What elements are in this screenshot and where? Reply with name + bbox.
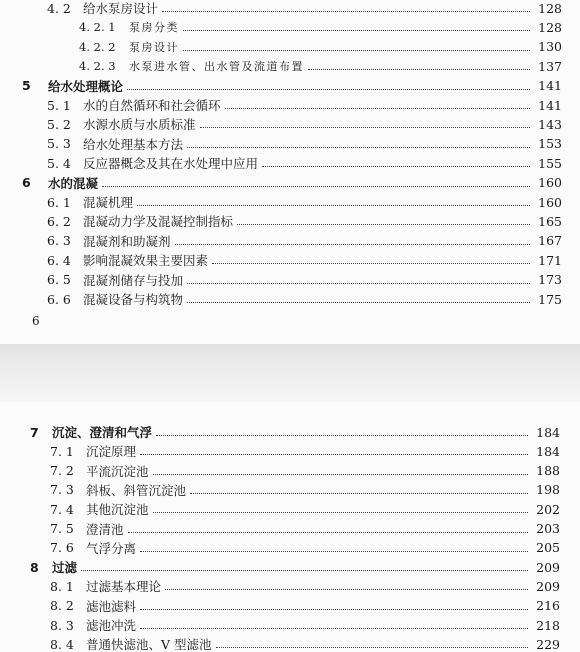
toc-entry-title: 混凝设备与构筑物 [83, 292, 184, 307]
toc-entry [0, 634, 580, 652]
toc-entry-page: 160 [538, 194, 562, 210]
leader-dots [225, 107, 530, 109]
leader-dots [190, 492, 528, 494]
toc-entry-title: 给水处理概论 [48, 78, 124, 94]
toc-entry-title: 沉淀原理 [86, 444, 137, 460]
leader-dots [81, 569, 528, 571]
toc-entry-page: 165 [538, 213, 562, 229]
toc-entry [0, 441, 580, 461]
toc-entry-page: 175 [538, 291, 562, 307]
leader-dots [212, 262, 530, 264]
toc-entry-number: 5. 2 [47, 116, 71, 132]
toc-entry [0, 192, 580, 212]
page-number: 6 [32, 314, 40, 328]
toc-entry-page: 202 [536, 501, 560, 517]
toc-entry-number: 7. 5 [50, 521, 74, 536]
toc-entry-title: 给水泵房设计 [83, 1, 159, 16]
toc-entry-page: 218 [536, 617, 560, 633]
toc-entry-title: 混凝剂和助凝剂 [83, 233, 171, 249]
toc-entry [0, 76, 580, 96]
toc-entry [0, 0, 580, 18]
toc-entry [0, 173, 580, 193]
leader-dots [102, 185, 530, 187]
toc-entry [0, 519, 580, 539]
toc-entry-page: 184 [536, 443, 560, 459]
toc-entry-title: 混凝剂储存与投加 [83, 272, 184, 288]
toc-entry-number: 5. 1 [47, 97, 71, 113]
toc-entry-page: 155 [538, 155, 562, 171]
toc-entry-page: 209 [536, 559, 560, 575]
toc-entry-number: 8. 3 [50, 617, 74, 633]
toc-entry [0, 576, 580, 596]
toc-entry [0, 56, 580, 76]
toc-entry [0, 422, 580, 442]
toc-entry-title: 澄清池 [86, 521, 124, 537]
toc-entry-page: 216 [536, 598, 560, 614]
toc-entry [0, 134, 580, 154]
toc-entry-title: 其他沉淀池 [86, 502, 149, 518]
toc-entry-title: 普通快滤池、V 型滤池 [86, 637, 212, 652]
toc-entry [0, 114, 580, 134]
toc-entry-number: 5. 3 [47, 136, 71, 152]
toc-entry-number: 6. 6 [47, 291, 71, 307]
toc-entry-page: 203 [536, 521, 560, 536]
leader-dots [127, 88, 530, 90]
toc-entry-page: 198 [536, 482, 560, 498]
toc-entry [0, 557, 580, 577]
leader-dots [187, 301, 530, 303]
toc-entry [0, 499, 580, 519]
toc-entry-number: 4. 2. 3 [79, 59, 116, 74]
toc-entry [0, 37, 580, 57]
toc-entry-title: 过滤 [52, 560, 78, 576]
toc-entry [0, 95, 580, 115]
toc-entry-title: 混凝机理 [83, 195, 134, 210]
toc-entry-number: 7. 3 [50, 482, 74, 498]
toc-entry-page: 143 [538, 116, 562, 132]
toc-entry-title: 斜板、斜管沉淀池 [86, 482, 187, 498]
toc-entry [0, 270, 580, 290]
toc-entry-page: 167 [538, 233, 562, 249]
leader-dots [153, 511, 528, 513]
toc-entry-page: 160 [538, 175, 562, 191]
toc-entry-title: 混凝动力学及混凝控制指标 [83, 214, 234, 230]
leader-dots [128, 531, 528, 533]
toc-entry-page: 173 [538, 272, 562, 288]
toc-entry-title: 平流沉淀池 [86, 463, 149, 479]
toc-entry-title: 水泵进水管、出水管及流道布置 [129, 60, 304, 74]
toc-entry-page: 184 [536, 424, 560, 440]
toc-entry-title: 过滤基本理论 [86, 579, 162, 595]
page-separator [0, 344, 580, 402]
leader-dots [187, 282, 530, 284]
toc-entry-title: 反应器概念及其在水处理中应用 [83, 156, 259, 172]
toc-entry-title: 滤池冲洗 [86, 618, 137, 633]
toc-entry [0, 596, 580, 616]
toc-entry-number: 6. 3 [47, 233, 71, 249]
toc-entry-number: 6 [22, 175, 31, 191]
toc-entry-page: 130 [538, 39, 562, 55]
toc-entry-page: 128 [538, 0, 562, 16]
toc-entry [0, 289, 580, 309]
toc-entry-number: 5 [22, 78, 31, 94]
toc-entry [0, 250, 580, 270]
leader-dots [200, 126, 530, 128]
toc-entry-number: 8. 1 [50, 578, 74, 594]
toc-entry-page: 229 [536, 636, 560, 652]
toc-entry [0, 153, 580, 173]
toc-entry-page: 209 [536, 578, 560, 594]
toc-entry-title: 泵房分类 [129, 21, 179, 35]
toc-entry-title: 水的自然循环和社会循环 [83, 98, 221, 113]
leader-dots [187, 146, 530, 148]
toc-entry-page: 171 [538, 252, 562, 268]
toc-entry-number: 6. 2 [47, 213, 71, 229]
leader-dots [216, 646, 528, 648]
toc-entry [0, 17, 580, 37]
toc-entry-page: 141 [538, 78, 562, 94]
toc-entry-title: 水源水质与水质标准 [83, 117, 196, 133]
leader-dots [183, 49, 530, 51]
toc-entry-page: 137 [538, 58, 562, 74]
toc-entry-number: 4. 2 [47, 0, 71, 16]
toc-entry-number: 6. 4 [47, 252, 71, 268]
toc-entry-title: 气浮分离 [86, 540, 137, 556]
toc-entry-number: 6. 5 [47, 272, 71, 288]
toc-entry-page: 128 [538, 19, 562, 35]
toc-entry-number: 7. 2 [50, 463, 74, 479]
toc-page-bottom [0, 402, 580, 652]
leader-dots [140, 627, 528, 629]
toc-entry-page: 153 [538, 136, 562, 152]
leader-dots [140, 608, 528, 610]
leader-dots [175, 243, 530, 245]
leader-dots [162, 10, 530, 12]
toc-entry [0, 231, 580, 251]
toc-entry-number: 4. 2. 1 [79, 20, 116, 35]
toc-entry [0, 461, 580, 481]
leader-dots [183, 29, 530, 31]
toc-entry-number: 7 [30, 424, 39, 440]
toc-entry [0, 615, 580, 635]
toc-entry-title: 水的混凝 [48, 175, 99, 191]
toc-entry-title: 泵房设计 [129, 40, 179, 54]
toc-entry-number: 8. 2 [50, 598, 74, 614]
leader-dots [156, 434, 528, 436]
leader-dots [140, 550, 528, 552]
toc-entry-number: 4. 2. 2 [79, 39, 116, 54]
toc-entry [0, 538, 580, 558]
toc-entry-title: 影响混凝效果主要因素 [83, 253, 209, 269]
toc-entry-title: 沉淀、澄清和气浮 [52, 425, 153, 440]
toc-entry-page: 188 [536, 463, 560, 479]
toc-entry-page: 141 [538, 97, 562, 113]
leader-dots [140, 453, 528, 455]
toc-entry-title: 给水处理基本方法 [83, 136, 184, 152]
leader-dots [165, 588, 528, 590]
leader-dots [308, 68, 530, 70]
toc-entry-number: 7. 4 [50, 501, 74, 517]
toc-entry-number: 8. 4 [50, 636, 74, 652]
leader-dots [237, 223, 530, 225]
toc-entry [0, 211, 580, 231]
toc-entry-number: 6. 1 [47, 194, 71, 210]
toc-entry-title: 滤池滤料 [86, 598, 137, 614]
leader-dots [262, 165, 530, 167]
toc-entry-page: 205 [536, 540, 560, 556]
toc-entry-number: 7. 6 [50, 540, 74, 556]
toc-entry [0, 480, 580, 500]
toc-entry-number: 7. 1 [50, 443, 74, 459]
leader-dots [153, 473, 528, 475]
toc-entry-number: 5. 4 [47, 155, 71, 171]
leader-dots [137, 204, 530, 206]
toc-entry-number: 8 [30, 559, 39, 575]
